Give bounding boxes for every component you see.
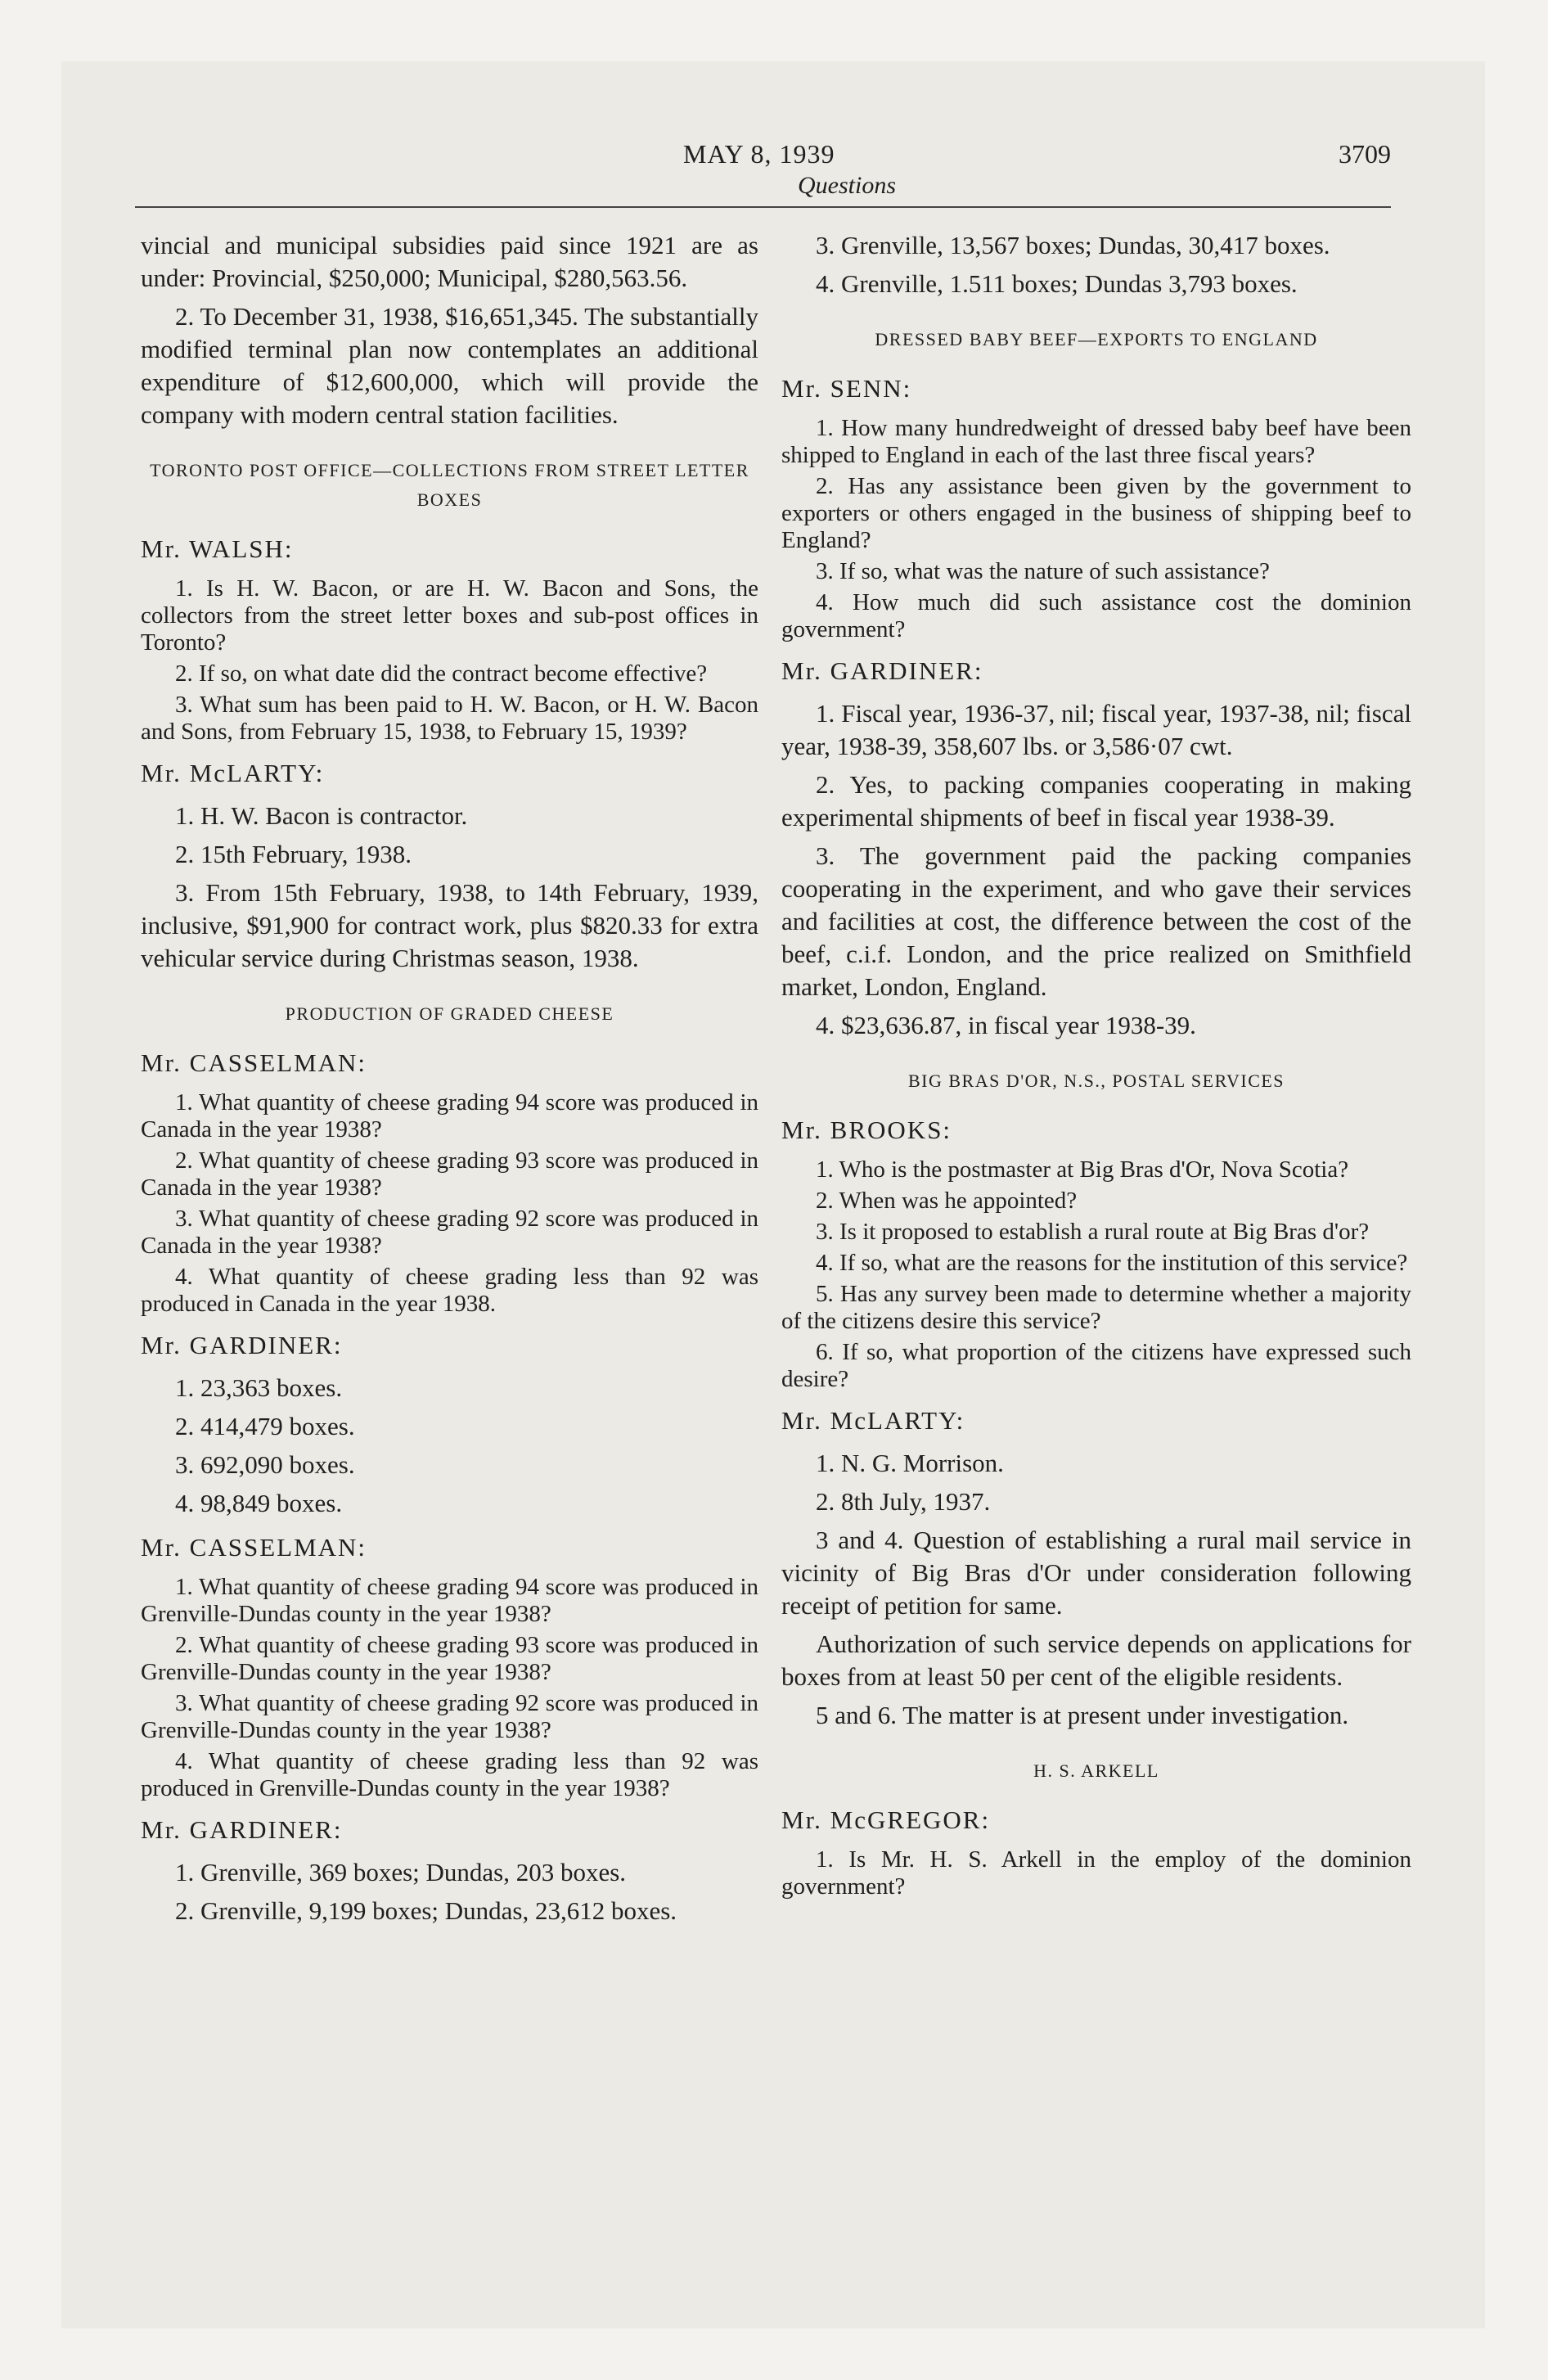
answer: 3 and 4. Question of establishing a rural mail service in vicinity of Big Bras d'Or under consideration following receipt of petition for same. — [781, 1526, 1411, 1620]
answer: Authorization of such service depends on applications for boxes from at least 50 per cent of the eligible residents. — [781, 1629, 1411, 1691]
page-header — [135, 139, 1391, 213]
question: 3. If so, what was the nature of such assistance? — [816, 558, 1270, 584]
speaker: Mr. BROOKS: — [781, 1116, 952, 1144]
question: 3. What quantity of cheese grading 92 score was produced in Canada in the year 1938? — [141, 1206, 758, 1259]
section-heading-toronto: TORONTO POST OFFICE—COLLECTIONS FROM STREET LETTER BOXES — [150, 460, 749, 510]
answer: 4. 98,849 boxes. — [175, 1489, 343, 1517]
question: 1. Is H. W. Bacon, or are H. W. Bacon and Sons, the collectors from the street letter boxes and sub-post offices in Toronto? — [141, 575, 758, 656]
question: 2. If so, on what date did the contract become effective? — [175, 660, 708, 687]
question: 3. What quantity of cheese grading 92 score was produced in Grenville-Dundas county in the year 1938? — [141, 1690, 758, 1743]
section-heading-bras-dor: BIG BRAS D'OR, N.S., POSTAL SERVICES — [907, 1071, 1285, 1091]
speaker: Mr. McLARTY: — [781, 1406, 965, 1435]
answer: 1. Grenville, 369 boxes; Dundas, 203 boxes. — [175, 1858, 627, 1886]
question: 4. What quantity of cheese grading less than 92 was produced in Grenville-Dundas county in the year 1938? — [141, 1748, 758, 1801]
answer: 3. 692,090 boxes. — [175, 1450, 355, 1479]
answer: 1. H. W. Bacon is contractor. — [175, 801, 468, 830]
answer: 1. 23,363 boxes. — [175, 1373, 343, 1402]
answer: 3. The government paid the packing companies cooperating in the experiment, and who gave their services and facilities at cost, the difference between the cost of the beef, c.i.f. London, and the price realized on Smithfield market, London, England. — [781, 841, 1411, 1001]
question: 2. When was he appointed? — [816, 1188, 1078, 1214]
answer: 3. Grenville, 13,567 boxes; Dundas, 30,417 boxes. — [816, 231, 1330, 259]
speaker: Mr. McLARTY: — [141, 759, 325, 787]
speaker: Mr. WALSH: — [141, 534, 294, 563]
question: 1. Who is the postmaster at Big Bras d'Or, Nova Scotia? — [816, 1156, 1349, 1183]
right-column — [781, 229, 1411, 1904]
speaker: Mr. McGREGOR: — [781, 1805, 991, 1834]
question: 4. How much did such assistance cost the dominion government? — [781, 589, 1411, 642]
question: 3. Is it proposed to establish a rural route at Big Bras d'or? — [816, 1219, 1370, 1245]
answer: 2. 8th July, 1937. — [816, 1487, 991, 1516]
speaker: Mr. GARDINER: — [781, 656, 983, 685]
answer: 2. 15th February, 1938. — [175, 840, 412, 868]
question: 2. Has any assistance been given by the government to exporters or others engaged in the business of shipping beef to England? — [781, 473, 1411, 553]
answer: 2. Grenville, 9,199 boxes; Dundas, 23,612 boxes. — [175, 1896, 677, 1925]
question: 1. Is Mr. H. S. Arkell in the employ of the dominion government? — [781, 1846, 1411, 1900]
section-heading-arkell: H. S. ARKELL — [1033, 1760, 1159, 1781]
question: 4. What quantity of cheese grading less than 92 was produced in Canada in the year 1938. — [141, 1264, 758, 1317]
paragraph: 2. To December 31, 1938, $16,651,345. The substantially modified terminal plan now contemplates an additional expenditure of $12,600,000, which will provide the company with modern central station facilities. — [141, 302, 758, 429]
paragraph: vincial and municipal subsidies paid since 1921 are as under: Provincial, $250,000; Municipal, $280,563.56. — [141, 231, 758, 292]
question: 1. What quantity of cheese grading 94 score was produced in Grenville-Dundas county in the year 1938? — [141, 1574, 758, 1627]
speaker: Mr. SENN: — [781, 374, 912, 403]
answer: 2. Yes, to packing companies cooperating in making experimental shipments of beef in fiscal year 1938-39. — [781, 770, 1411, 832]
question: 3. What sum has been paid to H. W. Bacon, or H. W. Bacon and Sons, from February 15, 1938, to February 15, 1939? — [141, 692, 758, 745]
answer: 1. Fiscal year, 1936-37, nil; fiscal year, 1937-38, nil; fiscal year, 1938-39, 358,607 lbs. or 3,586·07 cwt. — [781, 699, 1411, 760]
answer: 1. N. G. Morrison. — [816, 1449, 1004, 1477]
speaker: Mr. GARDINER: — [141, 1331, 343, 1359]
speaker: Mr. GARDINER: — [141, 1815, 343, 1844]
header-section: Questions — [798, 172, 896, 199]
header-date: MAY 8, 1939 — [683, 139, 835, 169]
page-number: 3709 — [1339, 139, 1391, 169]
section-heading-cheese: PRODUCTION OF GRADED CHEESE — [285, 1003, 614, 1024]
answer: 4. Grenville, 1.511 boxes; Dundas 3,793 boxes. — [816, 269, 1298, 298]
answer: 2. 414,479 boxes. — [175, 1412, 355, 1440]
answer: 5 and 6. The matter is at present under investigation. — [816, 1701, 1349, 1729]
question: 6. If so, what proportion of the citizens have expressed such desire? — [781, 1339, 1411, 1392]
answer: 4. $23,636.87, in fiscal year 1938-39. — [816, 1011, 1196, 1039]
left-column — [141, 229, 758, 1933]
question: 2. What quantity of cheese grading 93 score was produced in Grenville-Dundas county in the year 1938? — [141, 1632, 758, 1685]
speaker: Mr. CASSELMAN: — [141, 1533, 367, 1562]
answer: 3. From 15th February, 1938, to 14th February, 1939, inclusive, $91,900 for contract work, plus $820.33 for extra vehicular service during Christmas season, 1938. — [141, 878, 758, 972]
speaker: Mr. CASSELMAN: — [141, 1048, 367, 1077]
question: 4. If so, what are the reasons for the institution of this service? — [816, 1250, 1408, 1276]
header-rule — [135, 206, 1391, 208]
question: 1. How many hundredweight of dressed baby beef have been shipped to England in each of the last three fiscal years? — [781, 415, 1411, 468]
section-heading-beef: DRESSED BABY BEEF—EXPORTS TO ENGLAND — [875, 329, 1318, 349]
question: 5. Has any survey been made to determine whether a majority of the citizens desire this service? — [781, 1281, 1411, 1334]
question: 2. What quantity of cheese grading 93 score was produced in Canada in the year 1938? — [141, 1147, 758, 1201]
question: 1. What quantity of cheese grading 94 score was produced in Canada in the year 1938? — [141, 1089, 758, 1143]
